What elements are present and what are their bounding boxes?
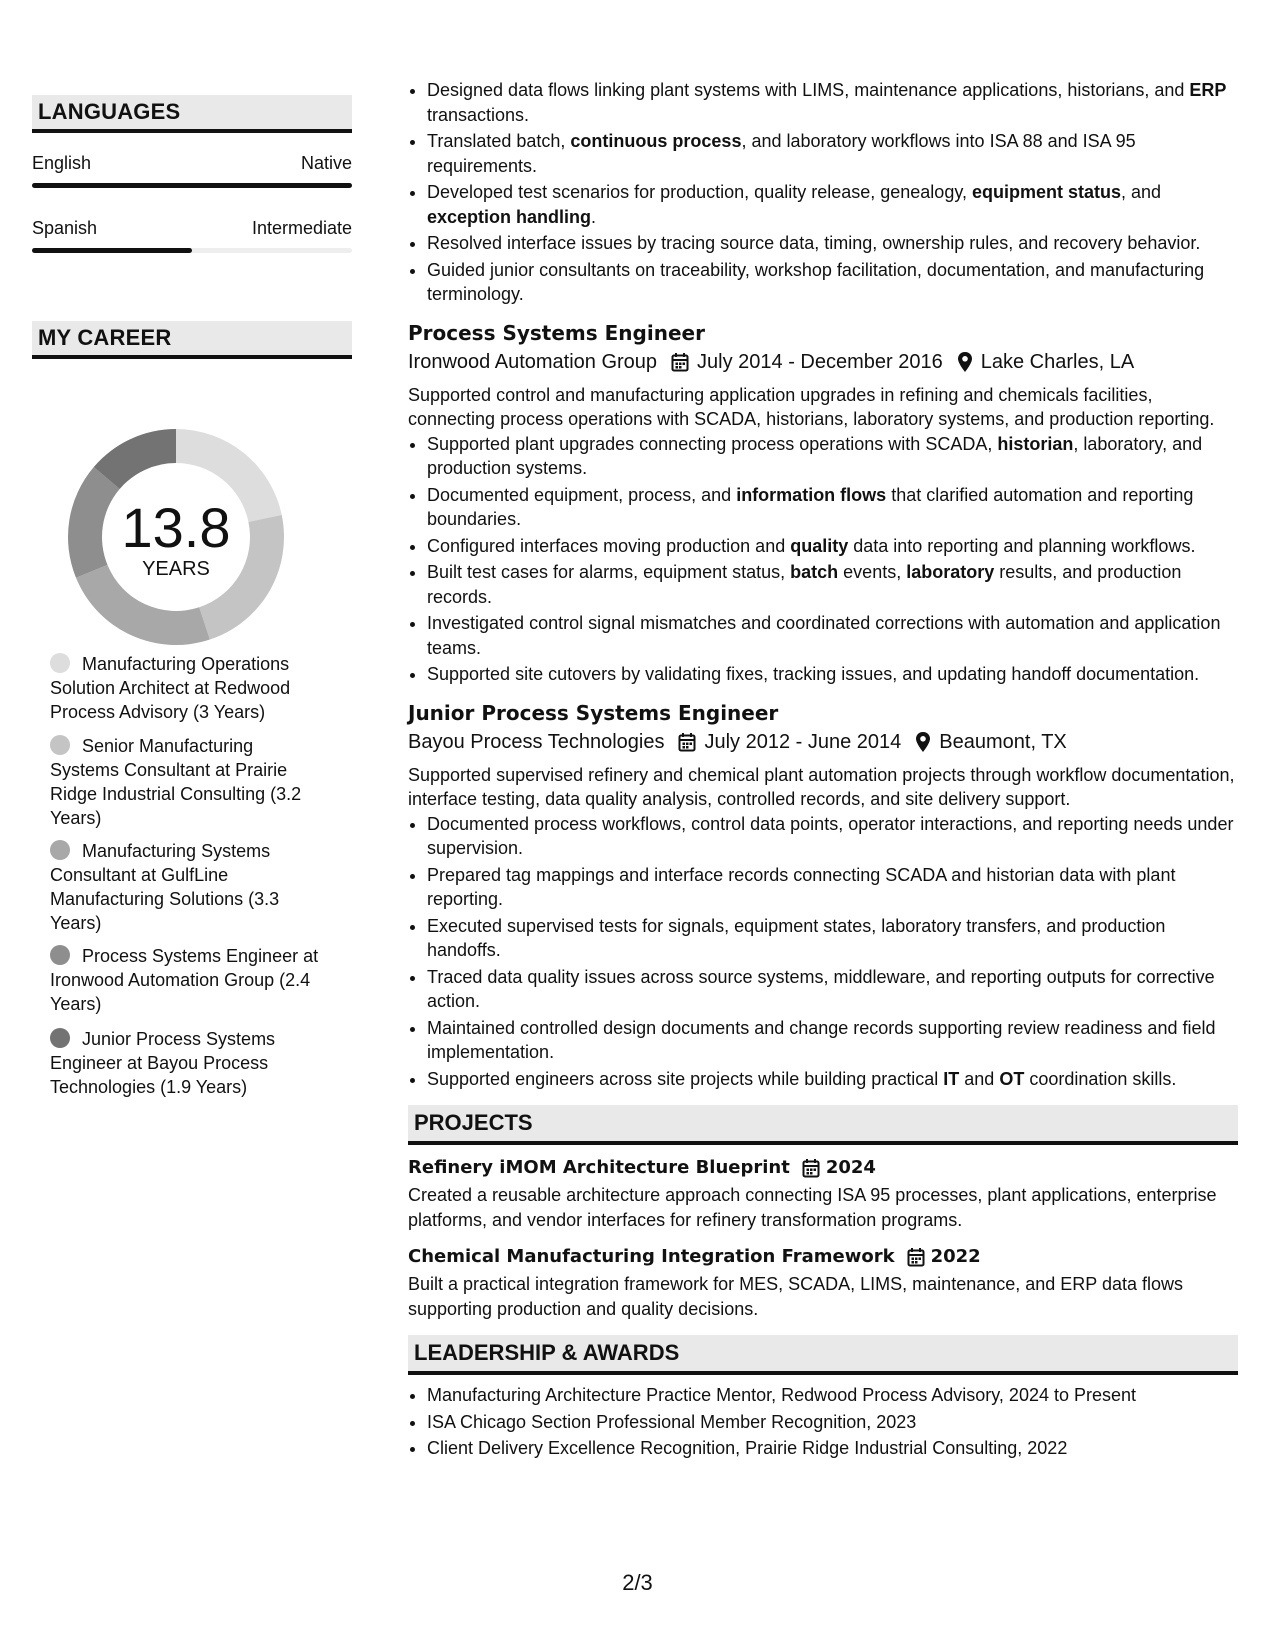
job-title: Process Systems Engineer <box>408 320 705 345</box>
bullet-item: • Traced data quality issues across source systems, middleware, and reporting outputs for corrective action. <box>427 965 1238 1014</box>
language-proficiency-fill <box>32 248 192 253</box>
project-title-row <box>408 1242 1238 1272</box>
location-pin-icon <box>957 351 973 373</box>
bullet-item: • Developed test scenarios for production, quality release, genealogy, equipment status, and exception handling. <box>427 180 1238 229</box>
bullet-item: • Documented equipment, process, and information flows that clarified automation and reporting boundaries. <box>427 483 1238 532</box>
job-bullets <box>408 812 1238 1092</box>
language-proficiency-fill <box>32 183 352 188</box>
legend-dot <box>50 840 70 860</box>
bullet-item: • Supported site cutovers by validating fixes, tracking issues, and updating handoff documentation. <box>427 662 1238 687</box>
job-company: Bayou Process Technologies <box>408 730 665 753</box>
career-legend-item <box>50 839 320 935</box>
job-entry <box>408 699 1238 1092</box>
page-number: 2/3 <box>622 1570 653 1595</box>
career-legend-text: Process Systems Engineer at Ironwood Automation Group (2.4 Years) <box>50 946 319 1014</box>
career-legend-item <box>50 734 320 830</box>
bullet-item: • Supported engineers across site projects while building practical IT and OT coordination skills. <box>427 1067 1238 1092</box>
job-dates: July 2012 - June 2014 <box>704 730 902 753</box>
sidebar <box>32 95 352 1097</box>
bullet-item: • Resolved interface issues by tracing source data, timing, ownership rules, and recovery behavior. <box>427 231 1238 256</box>
legend-dot <box>50 653 70 673</box>
legend-dot <box>50 945 70 965</box>
project-year: 2024 <box>825 1157 876 1178</box>
job-meta <box>408 727 1238 757</box>
calendar-icon <box>678 732 696 752</box>
project-description: Built a practical integration framework for MES, SCADA, LIMS, maintenance, and ERP data flows supporting production and quality decisions. <box>408 1274 1184 1319</box>
job-title: Junior Process Systems Engineer <box>408 700 779 725</box>
job-meta <box>408 347 1238 377</box>
job-company: Ironwood Automation Group <box>408 350 658 373</box>
awards-heading: LEADERSHIP & AWARDS <box>408 1335 1238 1375</box>
job-entry <box>408 319 1238 687</box>
language-name: Spanish <box>32 218 98 238</box>
career-legend-text: Manufacturing Operations Solution Architect at Redwood Process Advisory (3 Years) <box>50 654 291 722</box>
career-legend-text: Senior Manufacturing Systems Consultant at Prairie Ridge Industrial Consulting (3.2 Years) <box>50 736 302 828</box>
bullet-item: • Designed data flows linking plant systems with LIMS, maintenance applications, historians, and ERP transactions. <box>427 78 1238 127</box>
language-proficiency-bar <box>32 248 352 253</box>
career-unit: YEARS <box>142 558 210 580</box>
language-level: Intermediate <box>251 218 352 238</box>
language-proficiency-bar <box>32 183 352 188</box>
project-entry <box>408 1242 1238 1321</box>
career-donut-chart <box>64 425 288 649</box>
job-location: Beaumont, TX <box>939 730 1067 753</box>
bullet-item: • Configured interfaces moving production and quality data into reporting and planning workflows. <box>427 534 1238 559</box>
bullet-item: • Supported plant upgrades connecting process operations with SCADA, historian, laboratory, and production systems. <box>427 432 1238 481</box>
job-bullets <box>408 432 1238 687</box>
career-legend-item <box>50 944 320 1016</box>
bullet-item: • Maintained controlled design documents and change records supporting review readiness and field implementation. <box>427 1016 1238 1065</box>
language-item <box>32 153 352 188</box>
calendar-icon <box>907 1247 925 1267</box>
bullet-item: • Documented process workflows, control data points, operator interactions, and reporting needs under supervision. <box>427 812 1238 861</box>
award-item: • Client Delivery Excellence Recognition, Prairie Ridge Industrial Consulting, 2022 <box>427 1436 1238 1461</box>
career-legend-item <box>50 1027 320 1099</box>
legend-dot <box>50 735 70 755</box>
bullet-item: • Investigated control signal mismatches and coordinated corrections with automation and application teams. <box>427 611 1238 660</box>
career-legend-text: Junior Process Systems Engineer at Bayou Process Technologies (1.9 Years) <box>50 1029 276 1097</box>
bullet-item: • Translated batch, continuous process, and laboratory workflows into ISA 88 and ISA 95 requirements. <box>427 129 1238 178</box>
award-item: • ISA Chicago Section Professional Member Recognition, 2023 <box>427 1410 1238 1435</box>
calendar-icon <box>802 1158 820 1178</box>
bullet-item: • Executed supervised tests for signals, equipment states, laboratory transfers, and production handoffs. <box>427 914 1238 963</box>
project-entry <box>408 1153 1238 1232</box>
awards-list <box>408 1383 1238 1461</box>
job-dates: July 2014 - December 2016 <box>697 350 943 373</box>
legend-dot <box>50 1028 70 1048</box>
job-description: Supported control and manufacturing application upgrades in refining and chemicals facilities, connecting process operations with SCADA, historians, laboratory systems, and production reporting. <box>408 384 1215 429</box>
language-name: English <box>32 153 92 173</box>
project-title: Chemical Manufacturing Integration Framework <box>408 1246 895 1267</box>
project-title: Refinery iMOM Architecture Blueprint <box>408 1157 790 1178</box>
language-level: Native <box>300 153 352 173</box>
language-item <box>32 218 352 253</box>
bullet-item: • Guided junior consultants on traceability, workshop facilitation, documentation, and manufacturing terminology. <box>427 258 1238 307</box>
bullet-item: • Prepared tag mappings and interface records connecting SCADA and historian data with plant reporting. <box>427 863 1238 912</box>
project-title-row <box>408 1153 1238 1183</box>
prev-job-bullets <box>408 78 1238 307</box>
job-description: Supported supervised refinery and chemical plant automation projects through workflow documentation, interface testing, data quality analysis, controlled records, and site delivery support. <box>408 764 1235 809</box>
calendar-icon <box>671 352 689 372</box>
career-heading: MY CAREER <box>32 321 352 359</box>
main-content <box>408 78 1238 1463</box>
career-legend-item <box>50 652 320 724</box>
project-year: 2022 <box>930 1246 981 1267</box>
location-pin-icon <box>915 731 931 753</box>
career-legend-text: Manufacturing Systems Consultant at GulfLine Manufacturing Solutions (3.3 Years) <box>50 841 280 933</box>
bullet-item: • Built test cases for alarms, equipment status, batch events, laboratory results, and production records. <box>427 560 1238 609</box>
job-location: Lake Charles, LA <box>980 350 1135 373</box>
donut-segment <box>68 467 120 578</box>
award-item: • Manufacturing Architecture Practice Mentor, Redwood Process Advisory, 2024 to Present <box>427 1383 1238 1408</box>
languages-heading: LANGUAGES <box>32 95 352 133</box>
project-description: Created a reusable architecture approach connecting ISA 95 processes, plant applications, enterprise platforms, and vendor interfaces for refinery transformation programs. <box>408 1185 1217 1230</box>
career-total: 13.8 <box>121 496 231 559</box>
projects-heading: PROJECTS <box>408 1105 1238 1145</box>
